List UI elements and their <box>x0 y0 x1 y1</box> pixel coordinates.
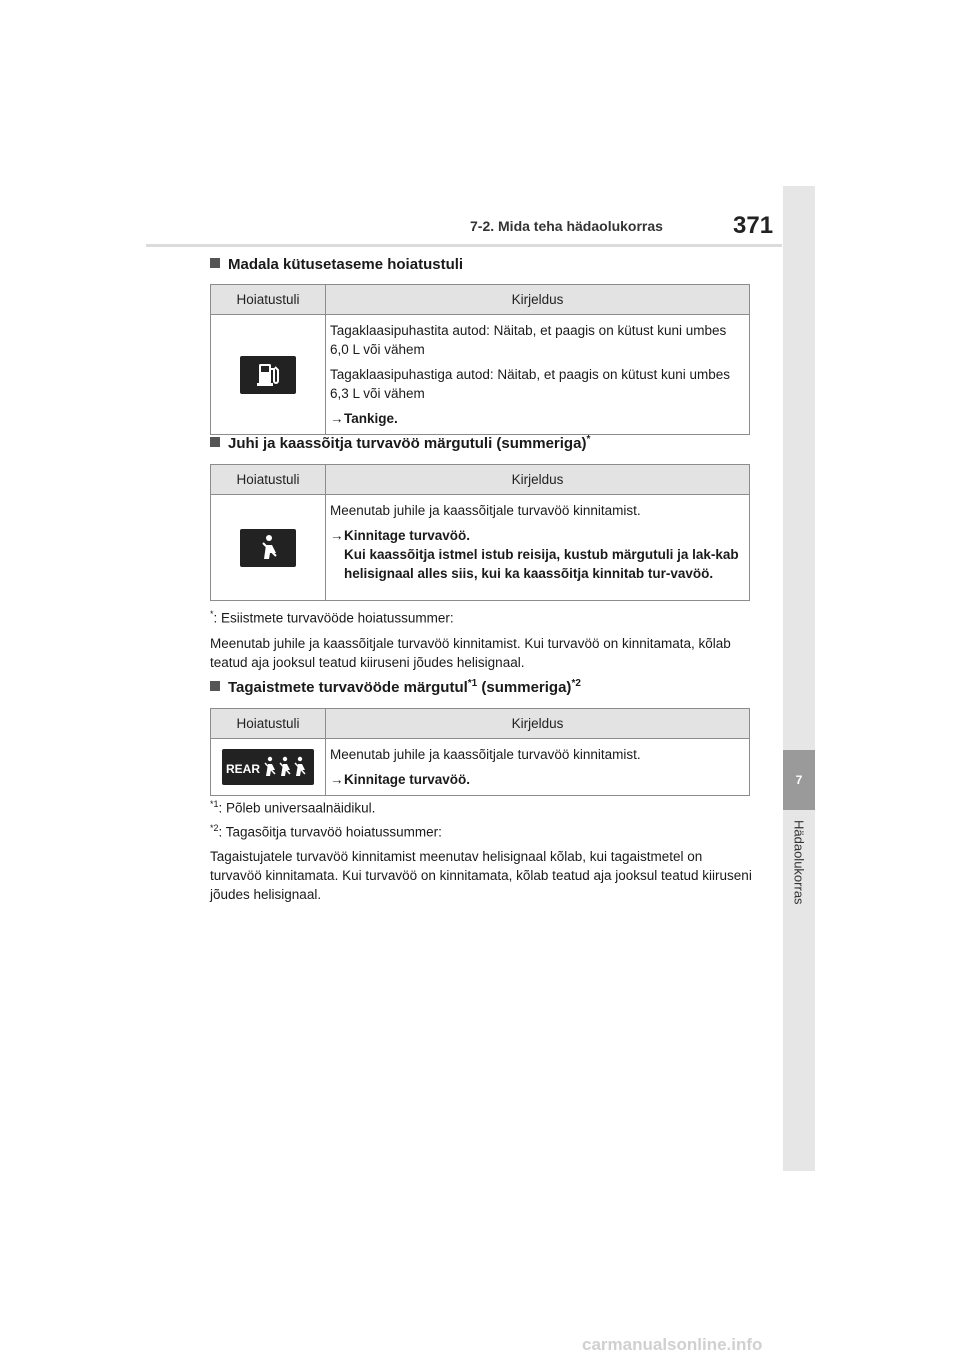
watermark: carmanualsonline.info <box>582 1335 763 1354</box>
section-heading-seatbelt: Juhi ja kaassõitja turvavöö märgutuli (summeriga)* <box>210 434 590 452</box>
action-text: Kinnitage turvavöö. <box>344 772 471 787</box>
description-cell <box>326 315 750 435</box>
section-heading-fuel: Madala kütusetaseme hoiatustuli <box>210 256 463 273</box>
rear-seatbelt-warning-table <box>210 708 750 796</box>
table-header-description: Kirjeldus <box>326 709 750 739</box>
arrow-icon: → <box>330 411 344 426</box>
heading-bullet <box>210 258 220 268</box>
action-text: Tankige. <box>344 411 398 426</box>
fuel-warning-table <box>210 284 750 435</box>
warning-light-cell <box>211 495 326 601</box>
footnote: *: Esiistmete turvavööde hoiatussummer: <box>210 609 454 626</box>
section-heading-rear-seatbelt: Tagaistmete turvavööde märgutul$^{*1}$ (summeriga)$^{*2}$ <box>210 678 581 696</box>
action-line <box>330 770 743 789</box>
heading-bullet <box>210 681 220 691</box>
rear-seatbelt-icon <box>222 749 314 785</box>
description-line: Meenutab juhile ja kaassõitjale turvavöö kinnitamist. <box>330 747 641 762</box>
table-header-warning-light: Hoiatustuli <box>211 709 326 739</box>
description-line: Meenutab juhile ja kaassõitjale turvavöö kinnitamist. <box>330 503 641 518</box>
seatbelt-icon <box>240 529 296 567</box>
chapter-number: 7 <box>783 750 815 810</box>
heading-bullet <box>210 437 220 447</box>
footnote: $^{*2}$: Tagasõitja turvavöö hoiatussummer: <box>210 823 442 840</box>
description-line: Tagaklaasipuhastiga autod: Näitab, et paagis on kütust kuni umbes 6,3 L või vähem <box>330 367 731 401</box>
description-cell <box>326 739 750 796</box>
arrow-icon: → <box>330 772 344 787</box>
footnote-body: Meenutab juhile ja kaassõitjale turvavöö kinnitamist. Kui turvavöö on kinnitamata, kõlab teatud aja jooksul teatud kiiruseni jõudes helisignaal. <box>210 636 731 670</box>
action-text: Kinnitage turvavöö. Kui kaassõitja istmel istub reisija, kustub märgutuli ja lak-kab helisignaal alles siis, kui ka kaassõitja kinnitab tur-vavöö. <box>344 528 739 581</box>
seatbelt-warning-table <box>210 464 750 601</box>
chapter-side-tab <box>783 186 815 1171</box>
footnote: $^{*1}$: Põleb universaalnäidikul. <box>210 799 376 816</box>
warning-light-cell <box>211 315 326 435</box>
action-detail: Kui kaassõitja istmel istub reisija, kustub märgutuli ja lak-kab helisignaal alles siis, kui ka kaassõitja kinnitab tur-vavöö. <box>344 547 739 581</box>
description-line: Tagaklaasipuhastita autod: Näitab, et paagis on kütust kuni umbes 6,0 L või vähem <box>330 323 727 357</box>
warning-light-cell <box>211 739 326 796</box>
table-header-description: Kirjeldus <box>326 465 750 495</box>
action-line <box>330 409 743 428</box>
header-rule <box>146 244 782 247</box>
table-header-description: Kirjeldus <box>326 285 750 315</box>
arrow-icon: → <box>330 528 344 543</box>
header-title: 7-2. Mida teha hädaolukorras <box>470 218 663 234</box>
fuel-pump-icon <box>240 356 296 394</box>
page-number: 371 <box>733 212 774 239</box>
table-header-warning-light: Hoiatustuli <box>211 465 326 495</box>
table-header-warning-light: Hoiatustuli <box>211 285 326 315</box>
footnote-body: Tagaistujatele turvavöö kinnitamist meenutav helisignaal kõlab, kui tagaistmetel on turvavöö kinnitamata. Kui turvavöö on kinnitamata, kõlab teatud aja jooksul teatud kiiruseni jõudes helisignaal. <box>210 849 752 902</box>
description-cell <box>326 495 750 601</box>
action-line <box>330 526 743 583</box>
svg-text:REAR: REAR <box>226 762 261 776</box>
